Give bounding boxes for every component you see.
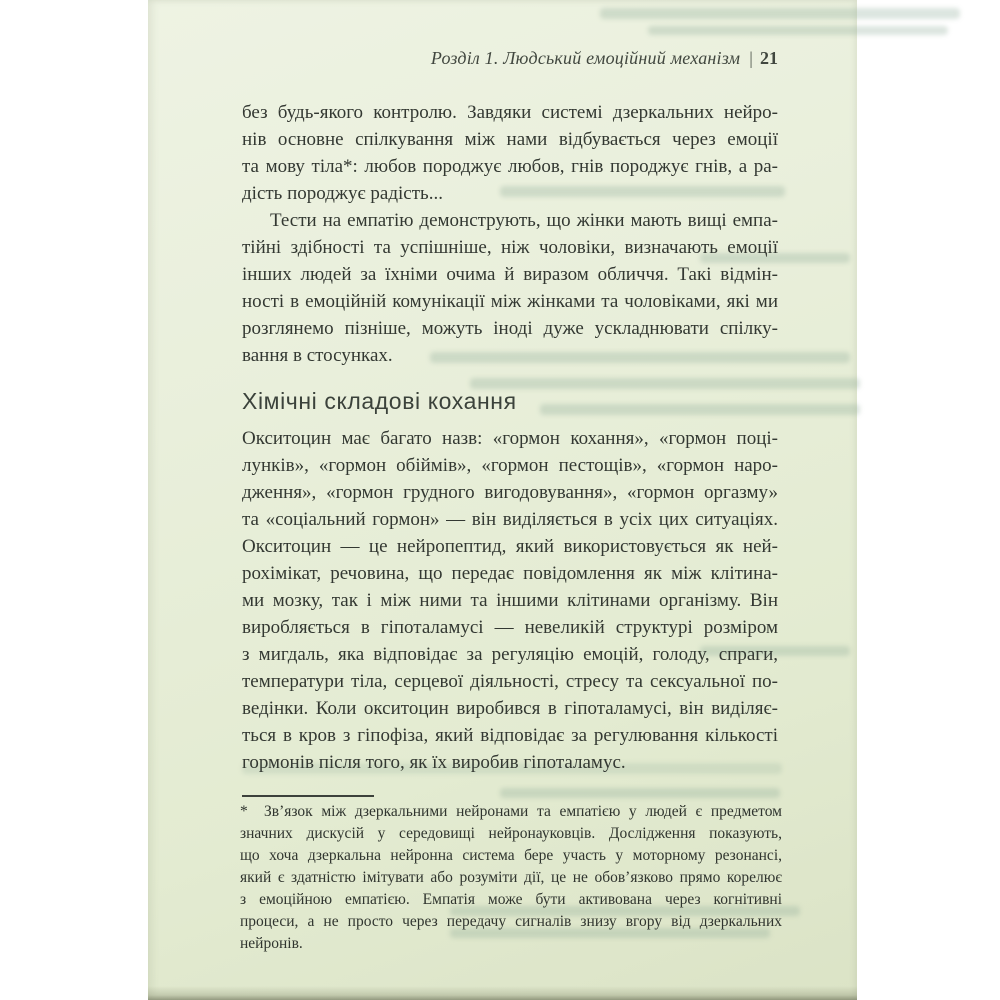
text-line: Окситоцин має багато назв: «гормон кохання», «гормон поці- (242, 428, 778, 449)
text-line: рохімікат, речовина, що передає повідомлення як між клітина- (242, 563, 778, 584)
text-line: ться в кров з гіпофіза, який відповідає за регулювання кількості (242, 725, 778, 746)
text-line: дження», «гормон грудного вигодовування», «гормон оргазму» (242, 482, 778, 503)
paragraph (242, 99, 778, 207)
text-line: нів основне спілкування між нами відбувається через емоції (242, 129, 778, 150)
bleed-through-mark (648, 26, 948, 35)
footnote-line: який є здатністю імітувати або розуміти дії, це не обов’язково прямо корелює (240, 869, 782, 886)
text-line: ності в емоційній комунікації між жінками та чоловіками, які ми (242, 291, 778, 312)
text-line: вання в стосунках. (242, 345, 393, 366)
text-line: тійні здібності та успішніше, ніж чоловіки, визначають емоції (242, 237, 778, 258)
scan-margin-left (0, 0, 148, 1000)
text-line: виробляється в гіпоталамусі — невеликій структурі розміром (242, 617, 778, 638)
text-line: та «соціальний гормон» — він виділяється в усіх цих ситуаціях. (242, 509, 778, 530)
page-number: 21 (760, 48, 778, 68)
paragraph (242, 425, 778, 776)
section-heading: Хімічні складові кохання (242, 388, 517, 414)
text-line: гормонів після того, як їх виробив гіпоталамус. (242, 752, 626, 773)
bleed-through-mark (500, 788, 780, 798)
running-header (242, 48, 778, 69)
bleed-through-mark (600, 8, 960, 19)
book-page (148, 0, 857, 1000)
footnote-separator-rule (242, 795, 374, 797)
text-line: лунків», «гормон обіймів», «гормон пестощів», «гормон наро- (242, 455, 778, 476)
header-separator: | (749, 48, 753, 68)
text-line: розглянемо пізніше, можуть іноді дуже ускладнювати спілку- (242, 318, 778, 339)
footnote-line: нейронів. (240, 935, 303, 952)
footnote-line: значних дискусій у середовищі нейронауковців. Дослідження показують, (240, 825, 782, 842)
footnote-marker: * (240, 803, 248, 820)
text-line: температури тіла, серцевої діяльності, стресу та сексуальної по- (242, 671, 778, 692)
chapter-title: Розділ 1. Людський емоційний механізм (430, 48, 741, 68)
footnote-text: Зв’язок між дзеркальними нейронами та емпатією у людей є предметом (264, 803, 782, 820)
footnote-line: з емоційною емпатією. Емпатія може бути активована через когнітивні (240, 891, 782, 908)
text-line: без будь-якого контролю. Завдяки системі дзеркальних нейро- (242, 102, 778, 123)
footnote-line: процеси, а не просто через передачу сигналів знизу вгору від дзеркальних (240, 913, 782, 930)
paragraph (242, 207, 778, 369)
scan-margin-right (857, 0, 1000, 1000)
footnote-line: що хоча дзеркальна нейронна система бере участь у моторному резонансі, (240, 847, 782, 864)
text-line: та мову тіла*: любов породжує любов, гнів породжує гнів, а ра- (242, 156, 778, 177)
footnote (240, 801, 782, 955)
text-line: ведінки. Коли окситоцин виробився в гіпоталамусі, він виділяє- (242, 698, 778, 719)
text-line: ми мозку, так і між ними та іншими клітинами організму. Він (242, 590, 778, 611)
text-line: інших людей за їхніми очима й виразом обличчя. Такі відмін- (242, 264, 778, 285)
text-line: дість породжує радість... (242, 183, 443, 204)
text-line: Окситоцин — це нейропептид, який використовується як ней- (242, 536, 778, 557)
footnote-line (240, 801, 782, 823)
text-line: з мигдаль, яка відповідає за регуляцію емоцій, голоду, спраги, (242, 644, 778, 665)
text-line: Тести на емпатію демонструють, що жінки мають вищі емпа- (270, 210, 778, 231)
